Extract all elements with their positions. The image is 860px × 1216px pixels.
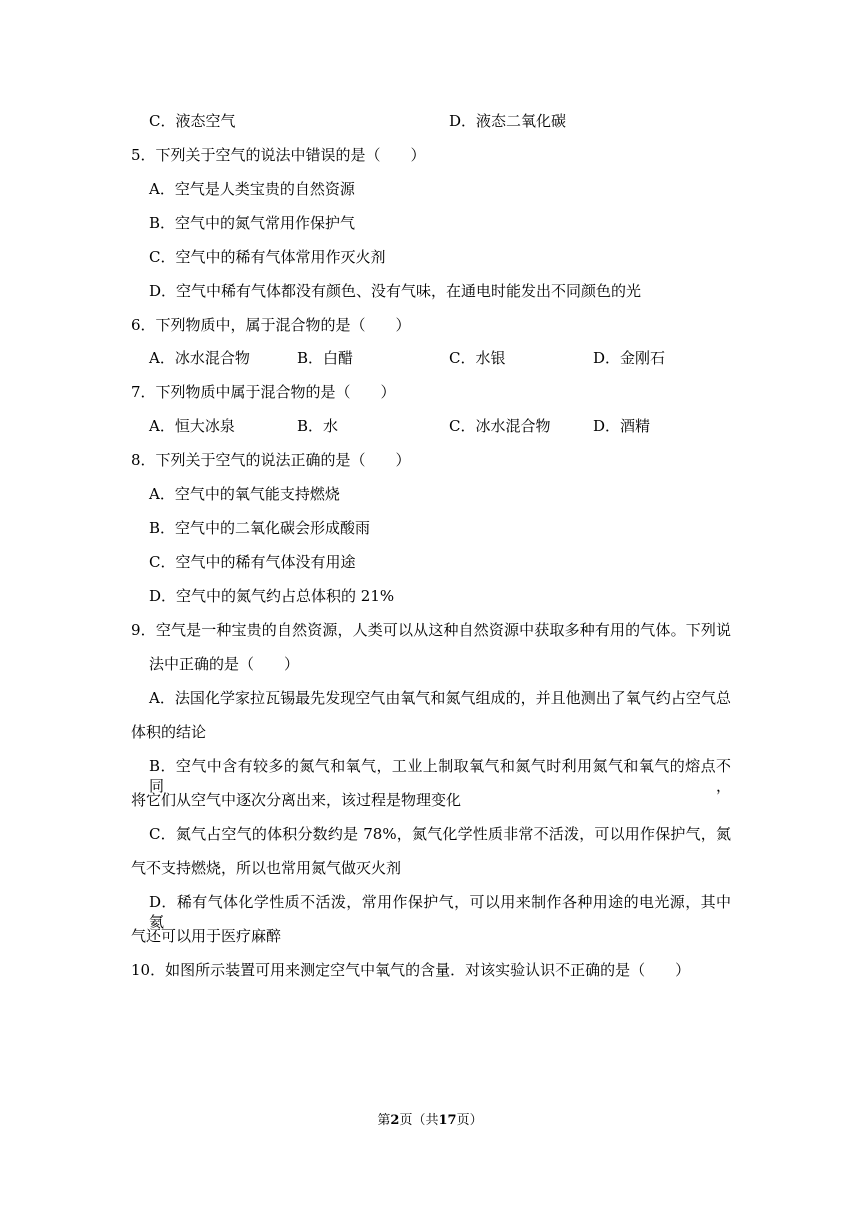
q4-option-c: C．液态空气 bbox=[149, 112, 236, 130]
footer-total-pages: 17 bbox=[438, 1113, 457, 1128]
footer-suffix: 页） bbox=[456, 1113, 483, 1128]
q8-option-b: B．空气中的二氧化碳会形成酸雨 bbox=[149, 519, 371, 537]
q9-option-a-line2: 体积的结论 bbox=[131, 723, 207, 741]
q8-option-d: D．空气中的氮气约占总体积的 21% bbox=[149, 587, 395, 605]
q5-option-b: B．空气中的氮气常用作保护气 bbox=[149, 214, 356, 232]
q6-option-d: D．金刚石 bbox=[593, 349, 666, 367]
q5-option-d: D．空气中稀有气体都没有颜色、没有气味，在通电时能发出不同颜色的光 bbox=[149, 282, 642, 300]
q6-option-a: A．冰水混合物 bbox=[149, 349, 250, 367]
q9-stem-line1: 9．空气是一种宝贵的自然资源，人类可以从这种自然资源中获取多种有用的气体。下列说 bbox=[131, 621, 731, 639]
q9-option-d-line1: D．稀有气体化学性质不活泼，常用作保护气，可以用来制作各种用途的电光源，其中氦 bbox=[149, 893, 731, 931]
q5-stem: 5．下列关于空气的说法中错误的是（ ） bbox=[131, 146, 426, 164]
q9-stem-line2: 法中正确的是（ ） bbox=[149, 655, 300, 673]
footer-middle: 页（共 bbox=[399, 1113, 439, 1128]
q7-stem: 7．下列物质中属于混合物的是（ ） bbox=[131, 383, 396, 401]
q9-option-a-line1: A．法国化学家拉瓦锡最先发现空气由氧气和氮气组成的，并且他测出了氧气约占空气总 bbox=[149, 689, 731, 707]
q7-option-b: B．水 bbox=[297, 417, 339, 435]
q4-option-d: D．液态二氧化碳 bbox=[449, 112, 567, 130]
q6-option-b: B．白醋 bbox=[297, 349, 354, 367]
q5-option-c: C．空气中的稀有气体常用作灭火剂 bbox=[149, 248, 386, 266]
q7-option-d: D．酒精 bbox=[593, 417, 651, 435]
q7-option-a: A．恒大冰泉 bbox=[149, 417, 235, 435]
q9-option-c-line2: 气不支持燃烧，所以也常用氮气做灭火剂 bbox=[131, 859, 402, 877]
footer-prefix: 第 bbox=[377, 1113, 391, 1128]
footer-page-number: 2 bbox=[390, 1113, 400, 1128]
q5-option-a: A．空气是人类宝贵的自然资源 bbox=[149, 180, 355, 198]
q8-stem: 8．下列关于空气的说法正确的是（ ） bbox=[131, 451, 411, 469]
q10-stem: 10．如图所示装置可用来测定空气中氧气的含量．对该实验认识不正确的是（ ） bbox=[131, 961, 691, 979]
page-footer bbox=[0, 1112, 860, 1130]
q9-option-c-line1: C．氮气占空气的体积分数约是 78%，氮气化学性质非常不活泼，可以用作保护气，氮 bbox=[149, 825, 731, 843]
q9-option-b-line2: 将它们从空气中逐次分离出来，该过程是物理变化 bbox=[131, 791, 462, 809]
q7-option-c: C．冰水混合物 bbox=[449, 417, 551, 435]
q6-option-c: C．水银 bbox=[449, 349, 506, 367]
q6-stem: 6．下列物质中，属于混合物的是（ ） bbox=[131, 316, 411, 334]
q9-option-d-line2: 气还可以用于医疗麻醉 bbox=[131, 927, 282, 945]
q8-option-c: C．空气中的稀有气体没有用途 bbox=[149, 553, 356, 571]
q9-option-b-line1: B．空气中含有较多的氮气和氧气，工业上制取氧气和氮气时利用氮气和氧气的熔点不同， bbox=[149, 757, 731, 795]
q8-option-a: A．空气中的氧气能支持燃烧 bbox=[149, 485, 340, 503]
